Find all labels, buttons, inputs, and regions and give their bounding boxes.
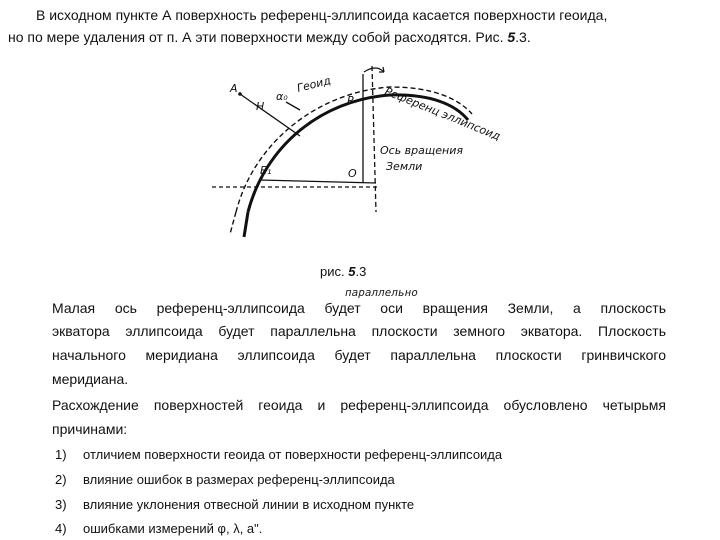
list-item-text: влияние уклонения отвесной линии в исходном пункте: [83, 497, 415, 512]
paragraph-1-line-2: экватора эллипсоида будет параллельна плоскости земного экватора. Плоскость: [52, 323, 666, 339]
list-item: [55, 447, 502, 463]
handwritten-note: параллельно: [345, 286, 418, 299]
label-p: P: [347, 94, 354, 107]
paragraph-2-line-2: причинами:: [52, 421, 128, 437]
list-item: [55, 497, 414, 513]
label-axis: Ось вращения: [380, 144, 463, 157]
list-item-number: 4): [55, 521, 67, 536]
caption-figure-number: 5: [348, 264, 356, 279]
paragraph-2-line-1: Расхождение поверхностей геоида и референц-эллипсоида обусловлено четырьмя: [52, 397, 666, 413]
intro-text: но по мере удаления от п. А эти поверхности между собой расходятся. Рис.: [8, 29, 508, 45]
label-geoid: Геоид: [295, 73, 333, 95]
rotation-axis: [372, 66, 376, 212]
point-a-marker: [238, 92, 242, 96]
list-item-text: влияние ошибок в размерах референц-эллипсоида: [83, 472, 395, 487]
caption-text: рис.: [320, 264, 349, 279]
list-item-text: отличием поверхности геоида от поверхности референц-эллипсоида: [83, 447, 503, 462]
intro-line-1: В исходном пункте А поверхность референц-эллипсоида касается поверхности геоида,: [36, 7, 608, 23]
tangent-tick: [286, 102, 300, 110]
label-h: H: [256, 100, 265, 113]
label-e1: E₁: [260, 164, 272, 177]
list-item-number: 1): [55, 447, 67, 462]
intro-line-2: [8, 29, 531, 45]
paragraph-1-line-3: начального меридиана эллипсоида будет параллельна плоскости гринвичского: [52, 347, 666, 363]
figure-caption: [320, 264, 366, 280]
ellipsoid-lower-dash: [230, 212, 236, 234]
geoid-ellipsoid-figure: [200, 62, 510, 252]
equator-line: [260, 180, 376, 183]
paragraph-1-line-4: меридиана.: [52, 371, 129, 387]
label-a: A: [230, 82, 238, 95]
list-item-number: 2): [55, 472, 67, 487]
caption-text-end: .3: [355, 264, 367, 279]
normal-line: [240, 94, 300, 136]
intro-text-end: .3.: [515, 29, 531, 45]
label-earth: Земли: [386, 160, 423, 173]
list-item-text: ошибками измерений φ, λ, а".: [83, 521, 263, 536]
geoid-lower: [244, 212, 248, 237]
list-item: [55, 521, 262, 537]
label-reference-ellipsoid: Референц эллипсоид: [382, 84, 503, 144]
label-o: O: [348, 167, 357, 180]
list-item: [55, 472, 395, 488]
paragraph-1-line-1: Малая ось референц-эллипсоида будет оси вращения Земли, а плоскость: [52, 300, 666, 316]
figure-number-handwritten: 5: [507, 29, 516, 45]
label-alpha: α₀: [276, 90, 288, 103]
list-item-number: 3): [55, 497, 67, 512]
